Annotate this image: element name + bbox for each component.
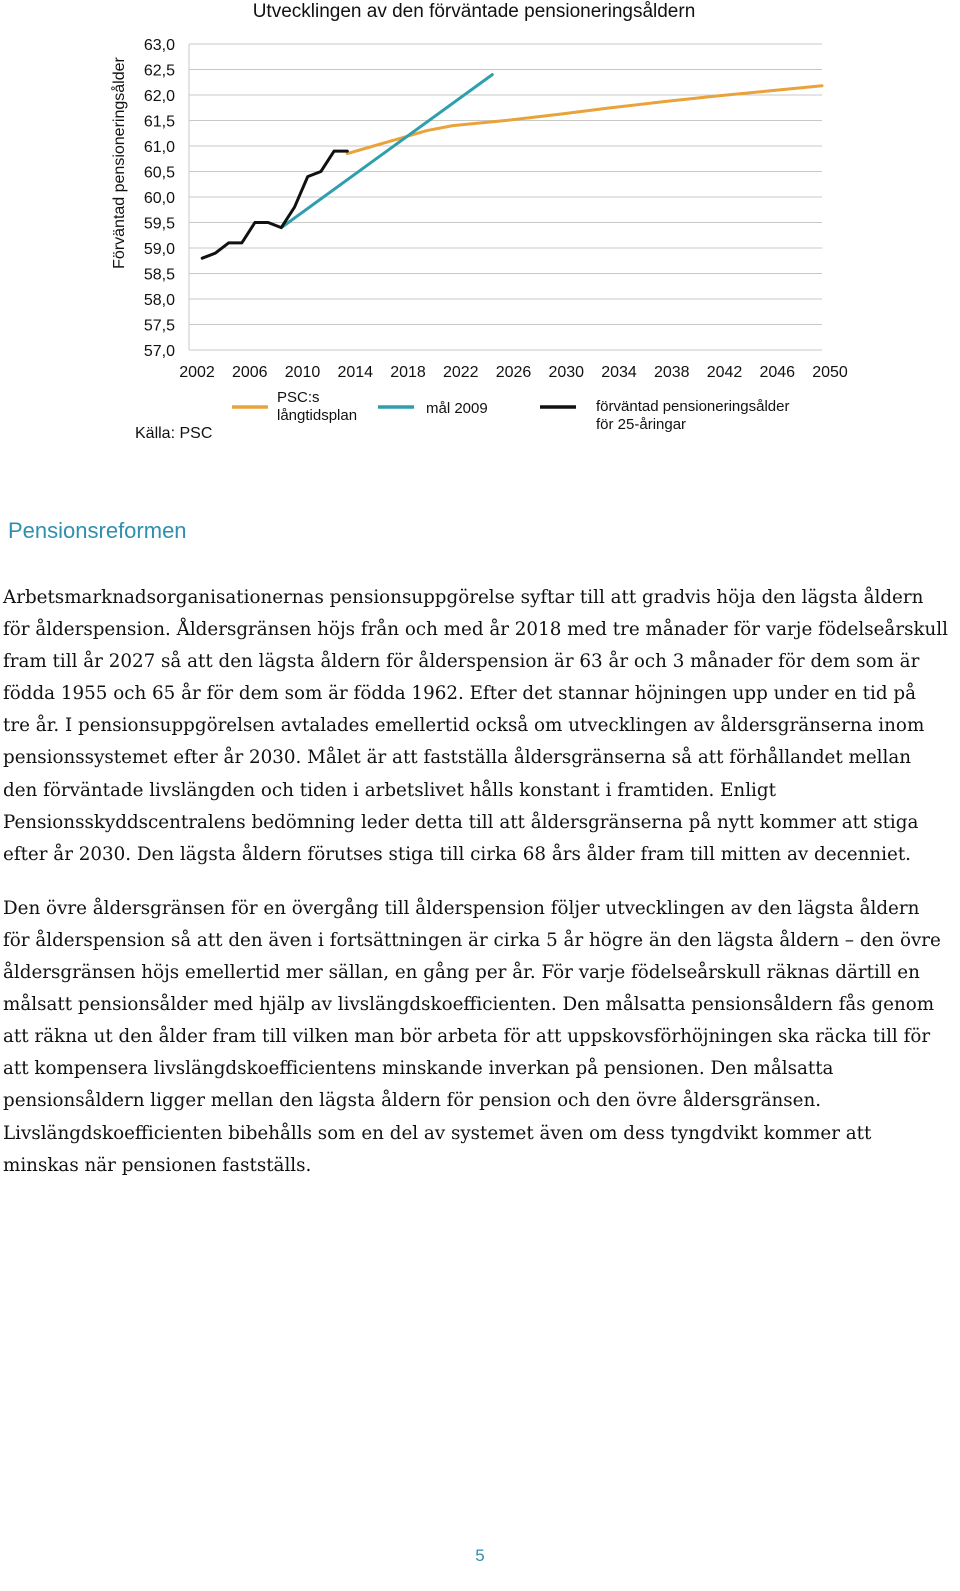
page-number: 5 bbox=[475, 1546, 485, 1565]
series-lines bbox=[202, 75, 822, 259]
y-tick-label: 58,5 bbox=[143, 266, 175, 284]
x-tick-labels bbox=[179, 364, 848, 381]
y-tick-label: 61,0 bbox=[143, 139, 175, 156]
x-tick-label: 2034 bbox=[601, 364, 637, 381]
gridlines bbox=[189, 44, 822, 350]
legend-label: mål 2009 bbox=[426, 400, 488, 417]
x-tick-label: 2046 bbox=[759, 364, 796, 381]
x-tick-label: 2042 bbox=[706, 364, 743, 381]
y-tick-label: 59,0 bbox=[143, 241, 175, 258]
chart-title: Utvecklingen av den förväntade pensioneringsåldern bbox=[252, 1, 696, 22]
x-tick-label: 2050 bbox=[812, 364, 848, 381]
series-line-1 bbox=[347, 86, 822, 154]
y-tick-label: 58,0 bbox=[143, 292, 175, 309]
y-tick-label: 57,0 bbox=[143, 343, 175, 360]
y-tick-label: 57,5 bbox=[143, 317, 175, 335]
x-tick-label: 2038 bbox=[653, 364, 690, 381]
y-tick-label: 63,0 bbox=[143, 37, 175, 54]
y-axis-label: Förväntad pensioneringsålder bbox=[111, 57, 128, 269]
paragraph-2: Den övre åldersgränsen för en övergång till ålderspension följer utvecklingen av den lägsta åldern för ålderspension så att den även i fortsättningen är cirka 5 år högre än den lägsta åldern – den övre åldersgränsen höjs emellertid mer sällan, en gång per år. För varje födelseårskull räknas därtill en målsatt pensionsålder med hjälp av livslängdskoefficienten. Den målsatta pensionsåldern fås genom att räkna ut den ålder fram till vilken man bör arbeta för att uppskovsförhöjningen ska räcka till för att kompensera livslängdskoefficientens minskande inverkan på pensionen. Den målsatta pensionsåldern ligger mellan den lägsta åldern för pension och den övre åldersgränsen. Livslängdskoefficienten bibehålls som en del av systemet även om dess tyngdvikt kommer att minskas när pensionen fastställs. bbox=[3, 897, 941, 1176]
series-line-2 bbox=[281, 75, 492, 228]
section-heading: Pensionsreformen bbox=[8, 518, 187, 543]
y-tick-label: 62,0 bbox=[143, 88, 175, 105]
x-tick-label: 2030 bbox=[548, 364, 585, 381]
y-tick-label: 59,5 bbox=[143, 215, 175, 233]
x-tick-label: 2022 bbox=[442, 364, 479, 381]
legend-label: förväntad pensioneringsålder bbox=[596, 398, 790, 415]
chart-source: Källa: PSC bbox=[135, 425, 213, 442]
y-tick-label: 60,0 bbox=[143, 190, 175, 207]
body-text bbox=[3, 582, 948, 1204]
y-tick-label: 60,5 bbox=[143, 164, 175, 182]
x-tick-label: 2006 bbox=[231, 364, 268, 381]
legend-label: för 25-åringar bbox=[596, 416, 687, 433]
legend-label: PSC:s bbox=[277, 389, 320, 406]
x-tick-label: 2018 bbox=[390, 364, 426, 381]
legend-label: långtidsplan bbox=[277, 407, 358, 424]
chart-legend bbox=[232, 389, 789, 433]
y-tick-label: 62,5 bbox=[143, 62, 175, 80]
x-tick-label: 2010 bbox=[284, 364, 321, 381]
x-tick-label: 2002 bbox=[179, 364, 215, 381]
y-tick-labels bbox=[144, 37, 175, 360]
retirement-age-chart bbox=[0, 0, 960, 460]
paragraph-1: Arbetsmarknadsorganisationernas pensionsuppgörelse syftar till att gradvis höja den lägsta åldern för ålderspension. Åldersgränsen höjs från och med år 2018 med tre månader för varje födelseårskull fram till år 2027 så att den lägsta åldern för ålderspension är 63 år och 3 månader för dem som är födda 1955 och 65 år för dem som är födda 1962. Efter det stannar höjningen upp under en tid på tre år. I pensionsuppgörelsen avtalades emellertid också om utvecklingen av åldersgränserna inom pensionssystemet efter år 2030. Målet är att fastställa åldersgränserna så att förhållandet mellan den förväntade livslängden och tiden i arbetslivet hålls konstant i framtiden. Enligt Pensionsskyddscentralens bedömning leder detta till att åldersgränserna på nytt kommer att stiga efter år 2030. Den lägsta åldern förutses stiga till cirka 68 års ålder fram till mitten av decenniet. bbox=[3, 587, 948, 865]
x-tick-label: 2014 bbox=[337, 364, 374, 381]
series-line-3 bbox=[202, 151, 347, 258]
x-tick-label: 2026 bbox=[495, 364, 532, 381]
y-tick-label: 61,5 bbox=[143, 113, 175, 131]
